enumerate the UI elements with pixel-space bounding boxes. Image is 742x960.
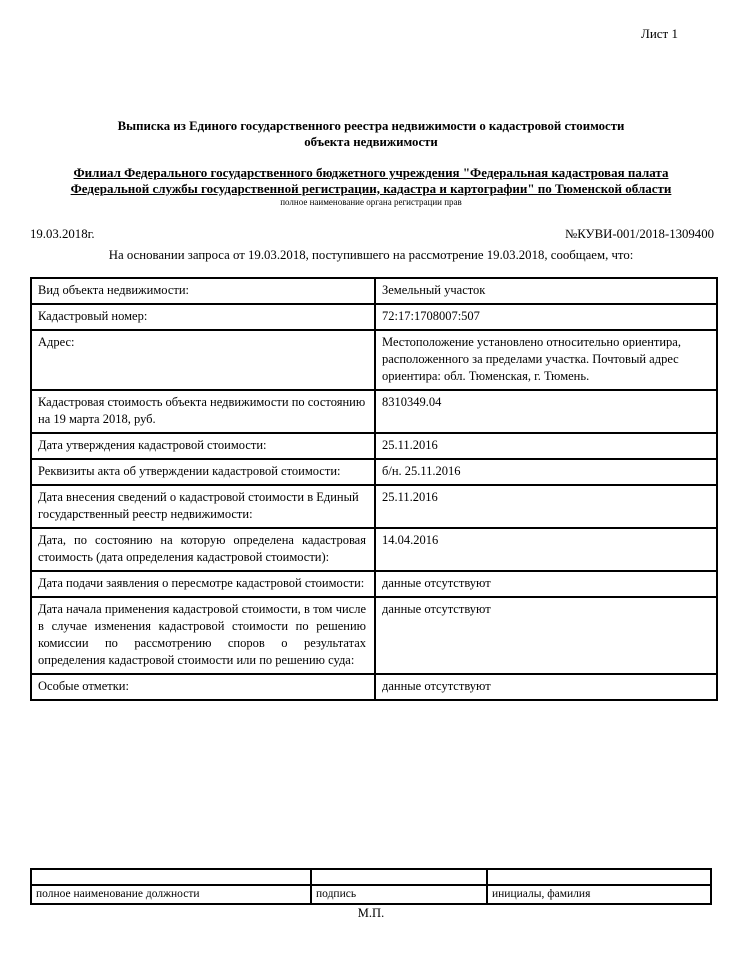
cadastral-info-table xyxy=(30,277,718,701)
table-row xyxy=(31,433,717,459)
title-line-2: объекта недвижимости xyxy=(304,134,438,149)
row-label: Реквизиты акта об утверждении кадастровой стоимости: xyxy=(31,459,375,485)
stamp-placeholder: М.П. xyxy=(357,906,385,920)
row-label: Адрес: xyxy=(31,330,375,390)
row-label: Кадастровый номер: xyxy=(31,304,375,330)
signature-caption-row xyxy=(31,885,711,904)
signature-blank-row xyxy=(31,869,711,885)
row-value: 8310349.04 xyxy=(375,390,717,433)
meta-row xyxy=(30,227,714,242)
row-value: данные отсутствуют xyxy=(375,674,717,700)
row-value: данные отсутствуют xyxy=(375,597,717,674)
intro-statement: На основании запроса от 19.03.2018, поступившего на рассмотрение 19.03.2018, сообщаем, что: xyxy=(108,248,634,262)
row-value: 14.04.2016 xyxy=(375,528,717,571)
document-number: №КУВИ-001/2018-1309400 xyxy=(565,227,714,241)
row-value: 25.11.2016 xyxy=(375,485,717,528)
signature-caption: подпись xyxy=(311,885,487,904)
row-value: Земельный участок xyxy=(375,278,717,304)
row-label: Дата внесения сведений о кадастровой стоимости в Единый государственный реестр недвижимости: xyxy=(31,485,375,528)
registration-authority-block xyxy=(68,165,674,207)
table-row xyxy=(31,528,717,571)
row-value: 72:17:1708007:507 xyxy=(375,304,717,330)
document-title xyxy=(40,119,702,151)
registration-authority-caption: полное наименование органа регистрации прав xyxy=(280,197,462,208)
row-label: Особые отметки: xyxy=(31,674,375,700)
registration-authority-name: Филиал Федерального государственного бюджетного учреждения "Федеральная кадастровая палата Федеральной службы государственной регистрации, кадастра и картографии" по Тюменской области xyxy=(70,165,672,196)
table-row xyxy=(31,597,717,674)
signature-table xyxy=(30,868,712,905)
table-row xyxy=(31,485,717,528)
table-row xyxy=(31,674,717,700)
cadastral-info-table-body xyxy=(31,278,717,700)
table-row xyxy=(31,459,717,485)
row-value: б/н. 25.11.2016 xyxy=(375,459,717,485)
title-line-1: Выписка из Единого государственного реестра недвижимости о кадастровой стоимости xyxy=(117,119,625,133)
row-label: Дата начала применения кадастровой стоимости, в том числе в случае изменения кадастровой стоимости по решению комиссии по рассмотрению споров о результатах определения кадастровой стоимости или по решению суда: xyxy=(31,597,375,674)
table-row xyxy=(31,330,717,390)
row-label: Вид объекта недвижимости: xyxy=(31,278,375,304)
name-caption: инициалы, фамилия xyxy=(487,885,711,904)
row-label: Дата утверждения кадастровой стоимости: xyxy=(31,433,375,459)
row-value: 25.11.2016 xyxy=(375,433,717,459)
position-caption: полное наименование должности xyxy=(31,885,311,904)
position-signature-cell xyxy=(31,869,311,885)
row-label: Кадастровая стоимость объекта недвижимости по состоянию на 19 марта 2018, руб. xyxy=(31,390,375,433)
row-label: Дата, по состоянию на которую определена кадастровая стоимость (дата определения кадастровой стоимости): xyxy=(31,528,375,571)
table-row xyxy=(31,571,717,597)
document-date: 19.03.2018г. xyxy=(30,227,95,241)
row-value: данные отсутствуют xyxy=(375,571,717,597)
sheet-number: Лист 1 xyxy=(641,26,678,41)
row-value: Местоположение установлено относительно ориентира, расположенного за пределами участка. Почтовый адрес ориентира: обл. Тюменская, г. Тюмень. xyxy=(375,330,717,390)
name-signature-cell xyxy=(487,869,711,885)
signature-cell xyxy=(311,869,487,885)
table-row xyxy=(31,304,717,330)
table-row xyxy=(31,390,717,433)
row-label: Дата подачи заявления о пересмотре кадастровой стоимости: xyxy=(31,571,375,597)
table-row xyxy=(31,278,717,304)
